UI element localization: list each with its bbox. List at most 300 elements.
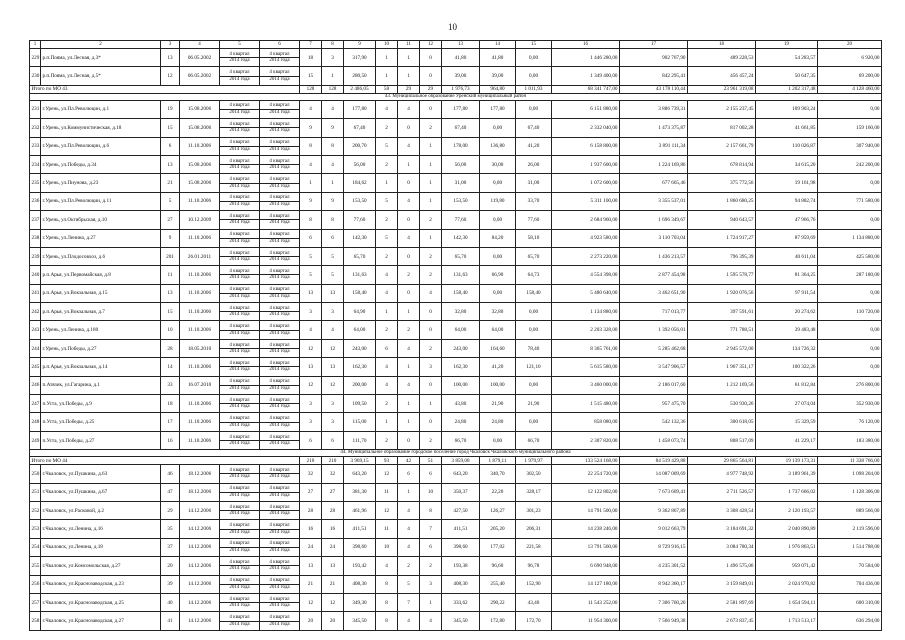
table-cell: 0 <box>420 321 442 339</box>
table-cell: 1 860 680,25 <box>688 192 756 210</box>
row-number: 253 <box>30 520 41 538</box>
table-cell: 65,70 <box>442 247 480 265</box>
table-cell: 109 903,24 <box>756 100 818 118</box>
date-cell: 18.05.2010 <box>180 339 220 357</box>
deadline-part: 4 квартал <box>229 379 250 385</box>
table-cell: 110 720,00 <box>818 303 882 321</box>
table-cell: 159 160,00 <box>818 119 882 137</box>
deadline-cell <box>220 483 260 501</box>
deadline-part: 4 квартал <box>269 523 290 529</box>
table-cell: 1 202 317,48 <box>756 85 818 93</box>
table-cell: 3 969,15 <box>344 457 376 465</box>
table-cell: 1 <box>398 413 420 431</box>
address-cell: г.Урень, ул.Пл.Революции, д.6 <box>41 137 161 155</box>
table-cell: 796 395,39 <box>688 247 756 265</box>
table-cell: 51 <box>420 457 442 465</box>
table-cell: 3 460 000,00 <box>552 376 620 394</box>
table-cell: 4 <box>398 229 420 247</box>
deadline-cell <box>220 575 260 593</box>
deadline-cell <box>260 501 300 519</box>
date-cell: 14.12.2006 <box>180 538 220 556</box>
table-cell: 1 134 880,00 <box>552 303 620 321</box>
table-cell: 4 <box>322 155 344 173</box>
row-number: 236 <box>30 192 41 210</box>
table-cell: 12 122 802,00 <box>552 483 620 501</box>
table-cell: 14 <box>161 358 180 376</box>
table-cell: 24,80 <box>442 413 480 431</box>
table-cell: 153,50 <box>442 192 480 210</box>
table-cell: 1 696 349,67 <box>620 211 688 229</box>
deadline-cell <box>220 395 260 413</box>
date-cell: 15.08.2006 <box>180 155 220 173</box>
deadline-part: 4 квартал <box>229 434 250 440</box>
table-cell: 6 <box>376 339 398 357</box>
deadline-part: 2014 года <box>260 348 299 355</box>
table-cell: 1 <box>376 174 398 192</box>
table-cell: 131,63 <box>344 266 376 284</box>
column-header: 12 <box>420 41 442 49</box>
deadline-part: 2014 года <box>220 602 259 609</box>
table-cell: 0,00 <box>818 211 882 229</box>
table-cell: 14 087 009,69 <box>620 465 688 483</box>
table-cell: 58,10 <box>516 229 552 247</box>
table-cell: 16 <box>322 520 344 538</box>
deadline-part: 4 квартал <box>269 287 290 293</box>
table-row <box>30 303 882 321</box>
table-cell: 1 <box>398 303 420 321</box>
row-number: 247 <box>30 395 41 413</box>
column-header: 9 <box>344 41 376 49</box>
row-number: 241 <box>30 284 41 302</box>
deadline-cell <box>220 284 260 302</box>
deadline-part: 4 квартал <box>229 523 250 529</box>
deadline-part: 4 квартал <box>229 416 250 422</box>
table-cell: 13 <box>300 284 322 302</box>
deadline-part: 4 квартал <box>229 158 250 164</box>
table-cell: 200,00 <box>344 376 376 394</box>
date-cell: 11.10.2006 <box>180 284 220 302</box>
row-number: 249 <box>30 431 41 449</box>
table-cell: 14 127 180,00 <box>552 575 620 593</box>
table-cell: 3 <box>322 49 344 67</box>
deadline-cell <box>260 520 300 538</box>
table-cell: 333,62 <box>442 593 480 611</box>
table-cell: 12 <box>376 465 398 483</box>
table-cell: 5 285 462,68 <box>620 339 688 357</box>
table-cell: 808 517,09 <box>688 431 756 449</box>
table-cell: 3 <box>300 413 322 431</box>
date-cell: 15.08.2006 <box>180 119 220 137</box>
deadline-part: 2014 года <box>220 529 259 536</box>
row-number: 240 <box>30 266 41 284</box>
deadline-part: 2014 года <box>220 127 259 134</box>
table-cell: 172,80 <box>480 612 516 630</box>
table-cell: 41,80 <box>442 49 480 67</box>
table-cell: 1 349 400,00 <box>552 67 620 85</box>
row-number: 237 <box>30 211 41 229</box>
table-cell: 12 <box>300 593 322 611</box>
table-cell: 27 <box>300 483 322 501</box>
deadline-part: 4 квартал <box>269 250 290 256</box>
deadline-part: 2014 года <box>220 422 259 429</box>
table-cell: 1 <box>420 593 442 611</box>
deadline-cell <box>260 119 300 137</box>
row-number: 229 <box>30 49 41 67</box>
date-cell: 18.12.2006 <box>180 483 220 501</box>
table-cell: 39 <box>161 575 180 593</box>
table-cell: 3 159 849,01 <box>688 575 756 593</box>
table-cell: 100 322,26 <box>756 358 818 376</box>
table-cell: 2 332 040,00 <box>552 119 620 137</box>
table-cell: 6 920,00 <box>818 49 882 67</box>
deadline-part: 4 квартал <box>229 213 250 219</box>
deadline-cell <box>220 538 260 556</box>
table-cell: 1 <box>376 67 398 85</box>
deadline-part: 4 квартал <box>229 268 250 274</box>
row-number: 233 <box>30 137 41 155</box>
deadline-part: 2014 года <box>260 274 299 281</box>
table-cell: 2 155 237,45 <box>688 100 756 118</box>
table-cell: 20 <box>300 612 322 630</box>
row-number: 257 <box>30 593 41 611</box>
table-cell: 2 <box>398 266 420 284</box>
table-row <box>30 321 882 339</box>
table-cell: 164,60 <box>480 339 516 357</box>
table-cell: 817 002,28 <box>688 119 756 137</box>
table-cell: 340,70 <box>480 465 516 483</box>
deadline-part: 2014 года <box>260 311 299 318</box>
table-cell: 0 <box>398 284 420 302</box>
column-header: 11 <box>398 41 420 49</box>
table-row <box>30 557 882 575</box>
deadline-part: 2014 года <box>260 109 299 116</box>
table-cell: 0,00 <box>818 321 882 339</box>
table-cell: 858 080,00 <box>552 413 620 431</box>
date-cell: 06.05.2002 <box>180 49 220 67</box>
table-cell: 287 180,00 <box>818 266 882 284</box>
deadline-cell <box>220 49 260 67</box>
deadline-cell <box>260 557 300 575</box>
table-cell: 0,00 <box>516 49 552 67</box>
deadline-cell <box>260 247 300 265</box>
table-cell: 461,96 <box>344 501 376 519</box>
row-number: 232 <box>30 119 41 137</box>
address-cell: р.п.Арья, ул.Вокзальная, д.14 <box>41 358 161 376</box>
column-header: 1 <box>30 41 41 49</box>
deadline-part: 2014 года <box>260 146 299 153</box>
table-cell: 7 <box>398 593 420 611</box>
table-cell: 3 308 428,54 <box>688 501 756 519</box>
deadline-part: 2014 года <box>260 330 299 337</box>
table-cell: 84,20 <box>480 229 516 247</box>
row-number: 246 <box>30 376 41 394</box>
table-cell: 183 380,00 <box>818 431 882 449</box>
deadline-cell <box>260 593 300 611</box>
table-cell: 7 <box>420 520 442 538</box>
deadline-part: 2014 года <box>220 492 259 499</box>
table-cell: 2 120 193,57 <box>756 501 818 519</box>
table-cell: 375 772,56 <box>688 174 756 192</box>
address-cell: р.п.Пояма, ул.Лесная, д.3* <box>41 49 161 67</box>
deadline-cell <box>260 67 300 85</box>
table-cell: 9 <box>322 119 344 137</box>
table-cell: 93 <box>376 457 398 465</box>
table-cell: 1 212 169,56 <box>688 376 756 394</box>
table-cell: 12 <box>300 339 322 357</box>
deadline-cell <box>260 483 300 501</box>
table-cell: 1 <box>420 229 442 247</box>
table-row <box>30 284 882 302</box>
table-cell: 13 <box>322 557 344 575</box>
table-cell: 0 <box>420 49 442 67</box>
table-cell: 1 967 351,17 <box>688 358 756 376</box>
deadline-cell <box>220 321 260 339</box>
table-cell: 427,50 <box>442 501 480 519</box>
deadline-cell <box>220 413 260 431</box>
deadline-part: 4 квартал <box>269 324 290 330</box>
table-cell: 1 436 213,57 <box>620 247 688 265</box>
table-cell: 6 <box>322 431 344 449</box>
section-heading: 43. Муниципальное образование Уренский муниципальный район <box>30 93 882 100</box>
table-cell: 76 120,00 <box>818 413 882 431</box>
table-cell: 26,00 <box>516 155 552 173</box>
table-cell: 29 <box>420 85 442 93</box>
table-row <box>30 431 882 449</box>
table-cell: 56,00 <box>442 155 480 173</box>
table-row <box>30 575 882 593</box>
table-cell: 3 110 703,04 <box>620 229 688 247</box>
table-cell: 2 <box>420 431 442 449</box>
table-cell: 23 961 319,08 <box>688 85 756 93</box>
table-row <box>30 501 882 519</box>
table-cell: 5 <box>300 247 322 265</box>
table-cell: 1 <box>398 155 420 173</box>
table-cell: 13 <box>161 49 180 67</box>
table-cell: 12 <box>161 67 180 85</box>
deadline-cell <box>220 465 260 483</box>
table-cell: 1 446 280,00 <box>552 49 620 67</box>
table-cell: 210 <box>322 457 344 465</box>
table-cell: 1 595 578,77 <box>688 266 756 284</box>
date-cell: 11.10.2006 <box>180 137 220 155</box>
deadline-part: 2014 года <box>220 256 259 263</box>
deadline-cell <box>260 137 300 155</box>
table-cell: 6 <box>161 137 180 155</box>
deadline-cell <box>220 137 260 155</box>
address-cell: р.п.Арья, ул.Вокзальная, д.7 <box>41 303 161 321</box>
deadline-cell <box>220 358 260 376</box>
table-cell: 77,60 <box>516 211 552 229</box>
deadline-cell <box>220 431 260 449</box>
table-cell: 4 <box>376 376 398 394</box>
table-row <box>30 247 882 265</box>
table-cell: 0 <box>398 211 420 229</box>
table-cell: 771 788,51 <box>688 321 756 339</box>
table-cell: 3 189 961,39 <box>756 465 818 483</box>
table-cell: 21 <box>322 575 344 593</box>
table-cell: 2 711 526,57 <box>688 483 756 501</box>
deadline-part: 2014 года <box>260 422 299 429</box>
table-row <box>30 520 882 538</box>
address-cell: г.Чкаловск, ул.Ленина, д.16 <box>41 520 161 538</box>
table-row <box>30 339 882 357</box>
deadline-part: 2014 года <box>260 76 299 83</box>
table-cell: 3 547 906,57 <box>620 358 688 376</box>
table-cell: 530 930,26 <box>688 395 756 413</box>
date-cell: 26.01.2011 <box>180 247 220 265</box>
row-number: 239 <box>30 247 41 265</box>
table-cell: 328,17 <box>516 483 552 501</box>
housing-program-table <box>29 40 882 631</box>
table-row <box>30 538 882 556</box>
table-cell: 97 911,54 <box>756 284 818 302</box>
table-cell: 17 <box>161 413 180 431</box>
table-cell: 28 <box>300 501 322 519</box>
table-cell: 4 <box>376 266 398 284</box>
table-cell: 408,30 <box>442 575 480 593</box>
table-cell: 177,02 <box>480 538 516 556</box>
row-number: 230 <box>30 67 41 85</box>
table-cell: 12 <box>322 593 344 611</box>
table-cell: 2 <box>420 119 442 137</box>
table-cell: 8 <box>376 593 398 611</box>
table-cell: 2 <box>398 557 420 575</box>
address-cell: р.п.Арья, ул.Первомайская, д.8 <box>41 266 161 284</box>
table-cell: 67,40 <box>516 119 552 137</box>
deadline-part: 2014 года <box>220 76 259 83</box>
section-heading-row <box>30 93 882 100</box>
deadline-part: 4 квартал <box>229 305 250 311</box>
table-row <box>30 483 882 501</box>
table-cell: 5 <box>376 192 398 210</box>
table-cell: 1 128 306,00 <box>818 483 882 501</box>
table-cell: 13 <box>322 358 344 376</box>
deadline-part: 4 квартал <box>269 596 290 602</box>
table-cell: 33,70 <box>516 192 552 210</box>
address-cell: р.п.Пояма, ул.Лесная, д.5* <box>41 67 161 85</box>
deadline-cell <box>260 358 300 376</box>
table-cell: 66,90 <box>480 266 516 284</box>
table-cell: 3 <box>322 413 344 431</box>
table-cell: 4 235 301,52 <box>620 557 688 575</box>
table-cell: 205,20 <box>480 520 516 538</box>
table-cell: 345,50 <box>344 612 376 630</box>
table-cell: 3 859,08 <box>442 457 480 465</box>
table-row <box>30 266 882 284</box>
table-cell: 1 515 480,00 <box>552 395 620 413</box>
table-cell: 221,58 <box>516 538 552 556</box>
table-cell: 29 865 564,81 <box>688 457 756 465</box>
table-cell: 0,00 <box>818 284 882 302</box>
deadline-cell <box>220 100 260 118</box>
deadline-cell <box>260 211 300 229</box>
row-number: 235 <box>30 174 41 192</box>
table-cell: 381,30 <box>344 483 376 501</box>
table-cell: 9 012 663,79 <box>620 520 688 538</box>
address-cell: г.Урень, ул.Победы, д.27 <box>41 339 161 357</box>
table-cell: 110 026,87 <box>756 137 818 155</box>
table-cell: 1 979,97 <box>516 457 552 465</box>
table-cell: 1 224 169,86 <box>620 155 688 173</box>
table-cell: 7 306 760,20 <box>620 593 688 611</box>
deadline-part: 2014 года <box>260 473 299 480</box>
table-cell: 42 <box>398 457 420 465</box>
deadline-cell <box>260 413 300 431</box>
row-number: 238 <box>30 229 41 247</box>
table-row <box>30 192 882 210</box>
deadline-part: 2014 года <box>260 385 299 392</box>
deadline-cell <box>260 395 300 413</box>
table-cell: 10 <box>376 538 398 556</box>
deadline-part: 2014 года <box>220 366 259 373</box>
table-cell: 142,30 <box>344 229 376 247</box>
table-row <box>30 119 882 137</box>
table-cell: 68 341 747,00 <box>552 85 620 93</box>
table-cell: 177,80 <box>344 100 376 118</box>
table-cell: 8 729 916,15 <box>620 538 688 556</box>
table-cell: 28 <box>322 501 344 519</box>
table-cell: 1 <box>398 67 420 85</box>
table-cell: 70 584,00 <box>818 557 882 575</box>
table-cell: 4 <box>398 520 420 538</box>
deadline-part: 2014 года <box>260 565 299 572</box>
row-number: 254 <box>30 538 41 556</box>
deadline-cell <box>220 192 260 210</box>
table-cell: 8 942 360,17 <box>620 575 688 593</box>
table-cell: 2 684 960,00 <box>552 211 620 229</box>
deadline-part: 4 квартал <box>269 467 290 473</box>
table-cell: 1 <box>322 67 344 85</box>
address-cell: г.Урень, ул.Пиунова, д.23 <box>41 174 161 192</box>
table-cell: 1 473 375,87 <box>620 119 688 137</box>
table-cell: 19 161,98 <box>756 174 818 192</box>
table-cell: 3 <box>420 358 442 376</box>
deadline-part: 4 квартал <box>269 578 290 584</box>
column-header: 19 <box>756 41 818 49</box>
table-cell: 902 767,90 <box>620 49 688 67</box>
deadline-part: 4 квартал <box>269 559 290 565</box>
table-cell: 128 <box>300 85 322 93</box>
table-cell: 8 <box>376 612 398 630</box>
table-cell: 5 <box>376 137 398 155</box>
row-number: 256 <box>30 575 41 593</box>
table-cell: 2 <box>376 119 398 137</box>
deadline-part: 4 квартал <box>269 140 290 146</box>
table-row <box>30 229 882 247</box>
table-cell: 4 <box>420 284 442 302</box>
page-number: 10 <box>448 22 457 32</box>
deadline-part: 4 квартал <box>229 541 250 547</box>
table-cell: 4 <box>398 501 420 519</box>
date-cell: 15.08.2006 <box>180 174 220 192</box>
deadline-cell <box>220 593 260 611</box>
table-cell: 4 977 748,92 <box>688 465 756 483</box>
row-number: 245 <box>30 358 41 376</box>
table-cell: 3 886 739,31 <box>620 100 688 118</box>
table-cell: 20 <box>161 557 180 575</box>
table-cell: 489 228,53 <box>688 49 756 67</box>
deadline-part: 4 квартал <box>229 467 250 473</box>
column-number-row <box>30 41 882 49</box>
table-row <box>30 67 882 85</box>
table-cell: 177,80 <box>442 100 480 118</box>
date-cell: 11.10.2006 <box>180 303 220 321</box>
deadline-part: 2014 года <box>260 219 299 226</box>
table-cell: 1 <box>398 395 420 413</box>
table-cell: 0,00 <box>516 100 552 118</box>
table-cell: 7 566 949,38 <box>620 612 688 630</box>
table-cell: 32,80 <box>442 303 480 321</box>
